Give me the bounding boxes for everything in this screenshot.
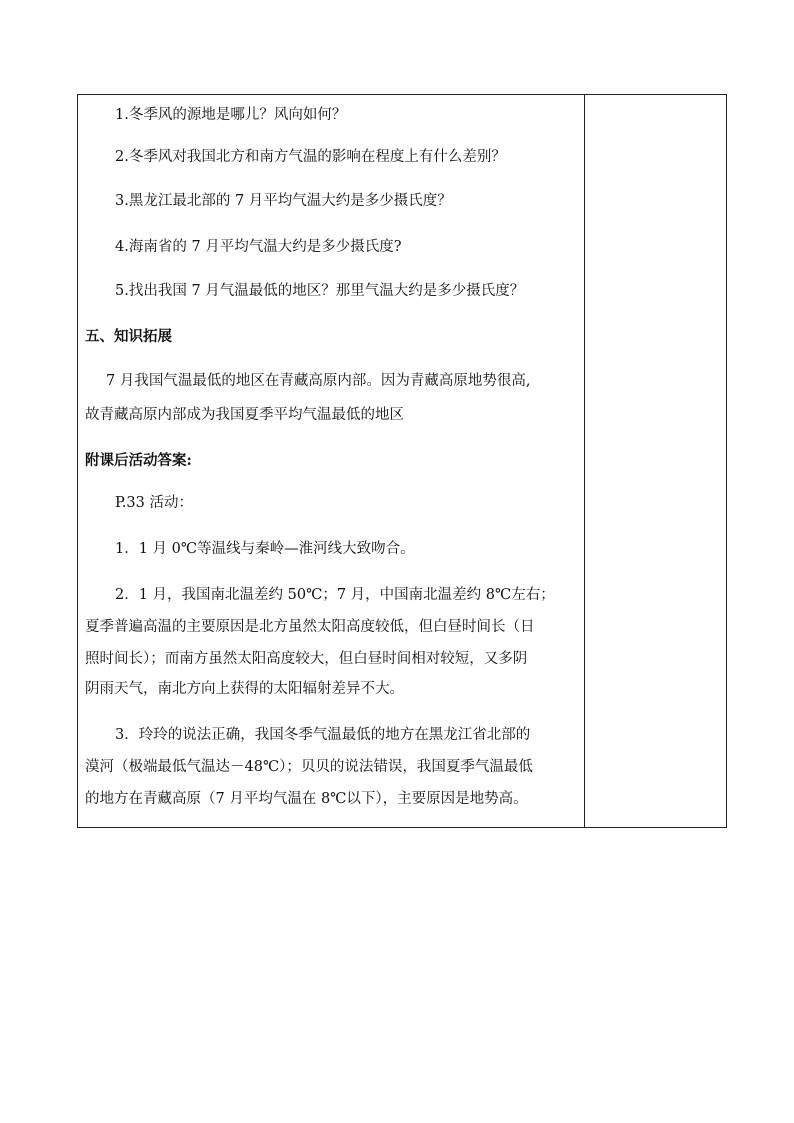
answer-3-line-3: 的地方在青藏高原（7 月平均气温在 8℃以下），主要原因是地势高。	[85, 791, 528, 807]
answer-3-line-1: 3．玲玲的说法正确，我国冬季气温最低的地方在黑龙江省北部的	[115, 727, 531, 743]
answer-2-line-3: 照时间长）；而南方虽然太阳高度较大，但白昼时间相对较短，又多阴	[85, 651, 528, 667]
question-4: 4.海南省的 7 月平均气温大约是多少摄氏度?	[115, 239, 402, 255]
question-1: 1.冬季风的源地是哪儿？风向如何？	[115, 107, 347, 123]
answer-2-line-1: 2．1 月，我国南北温差约 50℃；7 月，中国南北温差约 8℃左右；	[115, 587, 555, 603]
answers-heading: 附课后活动答案:	[85, 452, 192, 469]
question-3: 3.黑龙江最北部的 7 月平均气温大约是多少摄氏度？	[115, 193, 452, 209]
answer-3-line-2: 漠河（极端最低气温达－48℃）；贝贝的说法错误，我国夏季气温最低	[85, 759, 533, 775]
answer-1: 1．1 月 0℃等温线与秦岭—淮河线大致吻合。	[115, 541, 415, 557]
answer-2-line-2: 夏季普遍高温的主要原因是北方虽然太阳高度较低，但白昼时间长（日	[85, 619, 535, 635]
lesson-table	[77, 94, 727, 828]
side-notes-cell	[585, 95, 726, 827]
extension-heading: 五、知识拓展	[85, 328, 172, 345]
extension-line-1: 7 月我国气温最低的地区在青藏高原内部。因为青藏高原地势很高,	[106, 373, 531, 389]
activity-label: P.33 活动：	[115, 495, 193, 511]
extension-line-2: 故青藏高原内部成为我国夏季平均气温最低的地区	[85, 407, 404, 423]
question-5: 5.找出我国 7 月气温最低的地区？那里气温大约是多少摄氏度？	[115, 283, 525, 299]
answer-2-line-4: 阴雨天气，南北方向上获得的太阳辐射差异不大。	[85, 681, 404, 697]
question-2: 2.冬季风对我国北方和南方气温的影响在程度上有什么差别？	[115, 149, 506, 165]
